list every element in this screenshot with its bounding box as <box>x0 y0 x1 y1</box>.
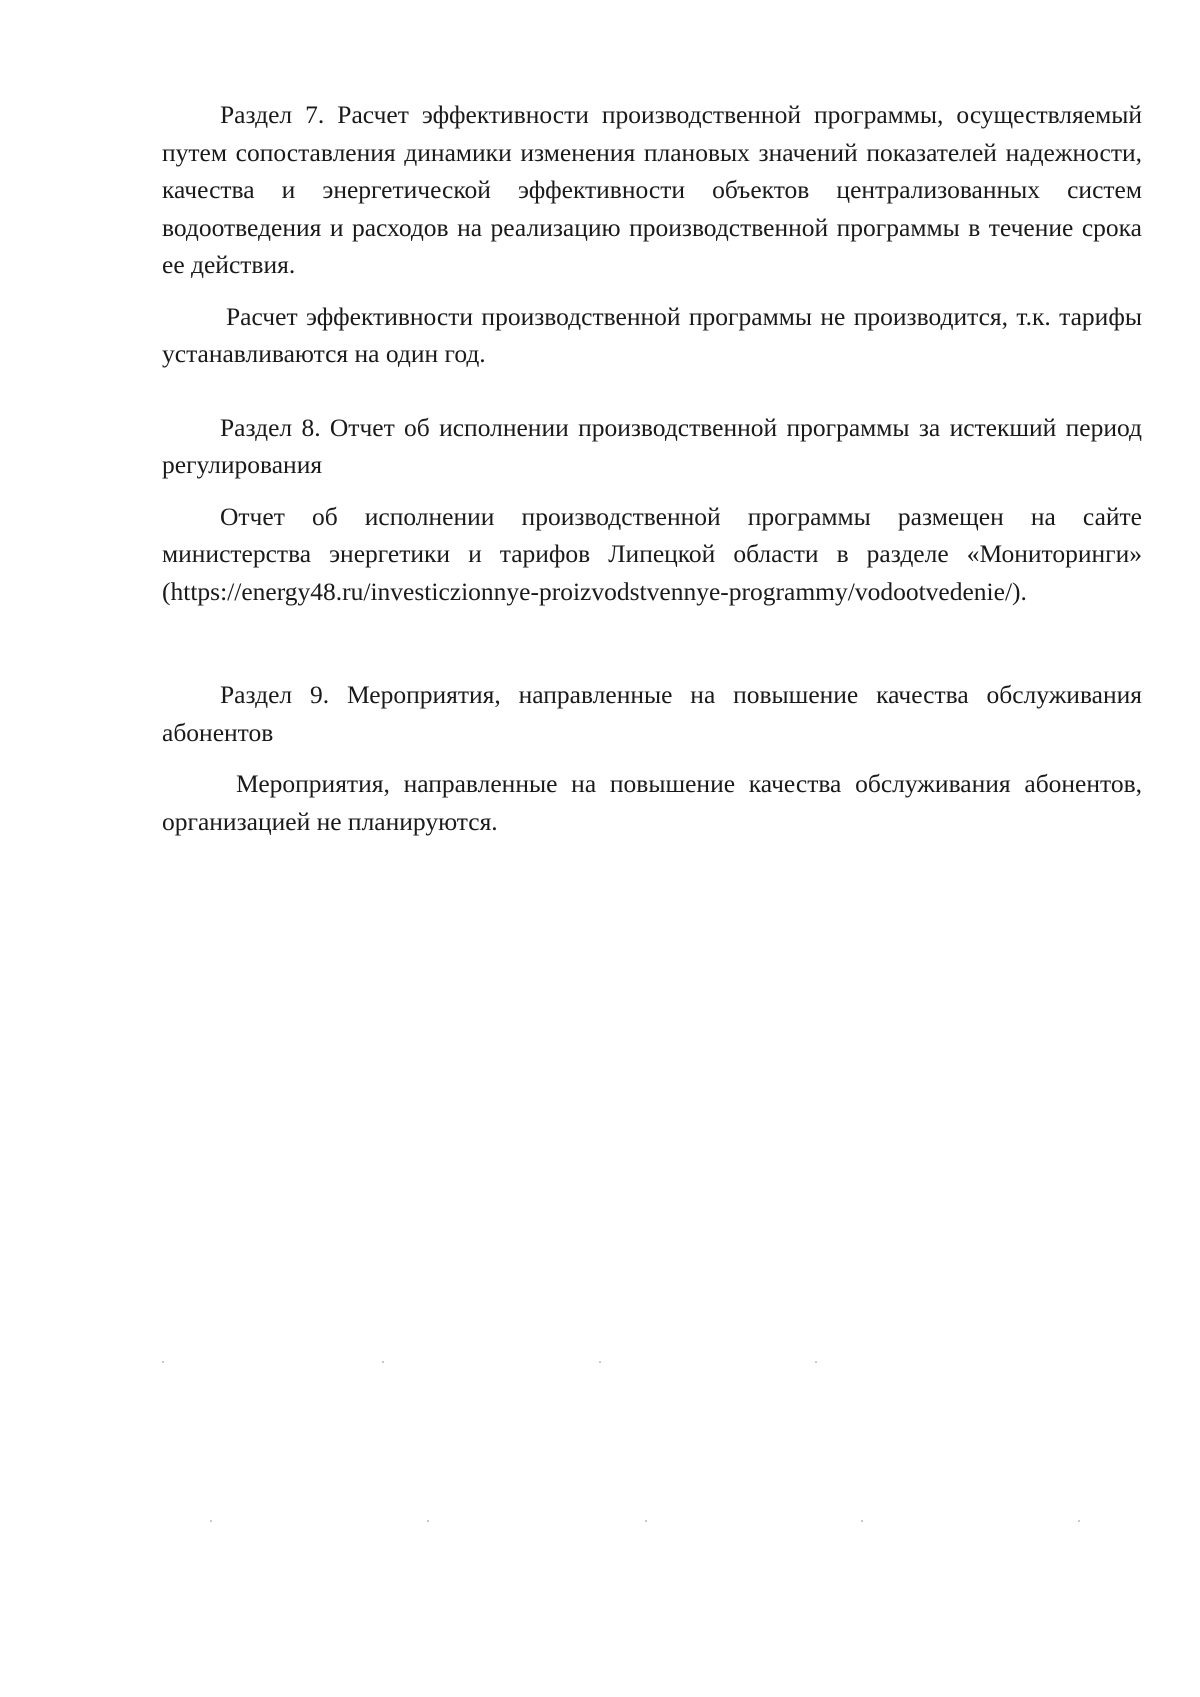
section-8 <box>162 409 1142 611</box>
scan-artifact-dot <box>210 1520 212 1522</box>
document-content <box>162 96 1142 840</box>
section-8-body <box>162 498 1142 611</box>
scan-artifact-dot <box>1078 1520 1080 1522</box>
scan-artifact-dot <box>162 1361 164 1363</box>
scan-artifact-dot <box>382 1361 384 1363</box>
section-8-body-text: Отчет об исполнении производственной программы размещен на сайте министерства энергетики и тарифов Липецкой области в разделе <box>162 501 1142 568</box>
scan-artifact-dot <box>861 1520 863 1522</box>
section-9-heading: Раздел 9. Мероприятия, направленные на повышение качества обслуживания абонентов <box>162 680 1142 747</box>
section-8-monitoring-label: «Мониторинги» <box>966 539 1142 568</box>
section-9-body: Мероприятия, направленные на повышение качества обслуживания абонентов, организацией не планируются. <box>162 769 1142 836</box>
scan-artifact-dot <box>815 1361 817 1363</box>
section-7 <box>162 96 1142 373</box>
section-9 <box>162 676 1142 840</box>
scan-artifact-dot <box>427 1520 429 1522</box>
section-8-heading: Раздел 8. Отчет об исполнении производственной программы за истекший период регулирования <box>162 412 1142 479</box>
section-8-url: (https://energy48.ru/investiczionnye-proizvodstvennye-programmy/vodootvedenie/). <box>162 576 1027 606</box>
scan-artifact-dot <box>645 1520 647 1522</box>
section-7-body: Расчет эффективности производственной программы не производится, т.к. тарифы устанавливаются на один год. <box>162 301 1142 368</box>
section-7-heading: Раздел 7. Расчет эффективности производственной программы, осуществляемый путем сопоставления динамики изменения плановых значений показателей надежности, качества и энергетической эффективности объектов централизованных систем водоотведения и расходов на реализацию производственной программы в течение срока ее действия. <box>162 100 1142 279</box>
scan-artifact-dot <box>599 1361 601 1363</box>
